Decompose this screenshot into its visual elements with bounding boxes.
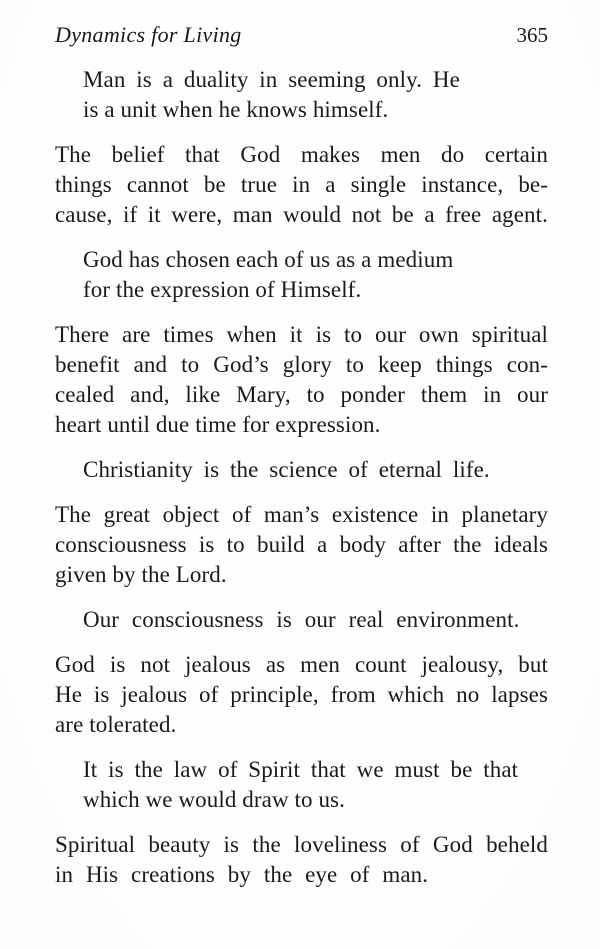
text-line: given by the Lord. bbox=[55, 562, 227, 587]
paragraph-block bbox=[55, 650, 548, 740]
text-line: in His creations by the eye of man. bbox=[55, 862, 429, 887]
page-header bbox=[55, 20, 548, 50]
text-line: things cannot be true in a single instance, be- bbox=[55, 172, 548, 197]
quote-block bbox=[83, 605, 548, 635]
text-line: benefit and to God’s glory to keep things con- bbox=[55, 352, 548, 377]
text-line: heart until due time for expression. bbox=[55, 412, 381, 437]
text-line: which we would draw to us. bbox=[83, 787, 345, 812]
quote-block bbox=[83, 755, 548, 815]
running-head-title: Dynamics for Living bbox=[55, 22, 242, 47]
text-line: Spiritual beauty is the loveliness of God beheld bbox=[55, 832, 548, 857]
text-line: God has chosen each of us as a medium bbox=[83, 247, 454, 272]
text-line: The great object of man’s existence in planetary bbox=[55, 502, 548, 527]
paragraph-block bbox=[55, 320, 548, 440]
text-line: for the expression of Himself. bbox=[83, 277, 362, 302]
text-line: God is not jealous as men count jealousy, but bbox=[55, 652, 548, 677]
text-line: Man is a duality in seeming only. He bbox=[83, 67, 460, 92]
text-line: cealed and, like Mary, to ponder them in our bbox=[55, 382, 548, 407]
paragraph-block bbox=[55, 500, 548, 590]
quote-block bbox=[83, 65, 548, 125]
text-line: He is jealous of principle, from which no lapses bbox=[55, 682, 548, 707]
text-line: Christianity is the science of eternal life. bbox=[83, 457, 490, 482]
text-line: is a unit when he knows himself. bbox=[83, 97, 389, 122]
page-number: 365 bbox=[516, 23, 548, 47]
text-line: Our consciousness is our real environment. bbox=[83, 607, 520, 632]
quote-block bbox=[83, 245, 548, 305]
text-line: consciousness is to build a body after the ideals bbox=[55, 532, 548, 557]
paragraph-block bbox=[55, 830, 548, 890]
quote-block bbox=[83, 455, 548, 485]
paragraph-block bbox=[55, 140, 548, 230]
text-line: cause, if it were, man would not be a free agent. bbox=[55, 202, 548, 227]
text-line: are tolerated. bbox=[55, 712, 177, 737]
text-line: It is the law of Spirit that we must be that bbox=[83, 757, 519, 782]
text-line: There are times when it is to our own spiritual bbox=[55, 322, 548, 347]
text-line: The belief that God makes men do certain bbox=[55, 142, 548, 167]
